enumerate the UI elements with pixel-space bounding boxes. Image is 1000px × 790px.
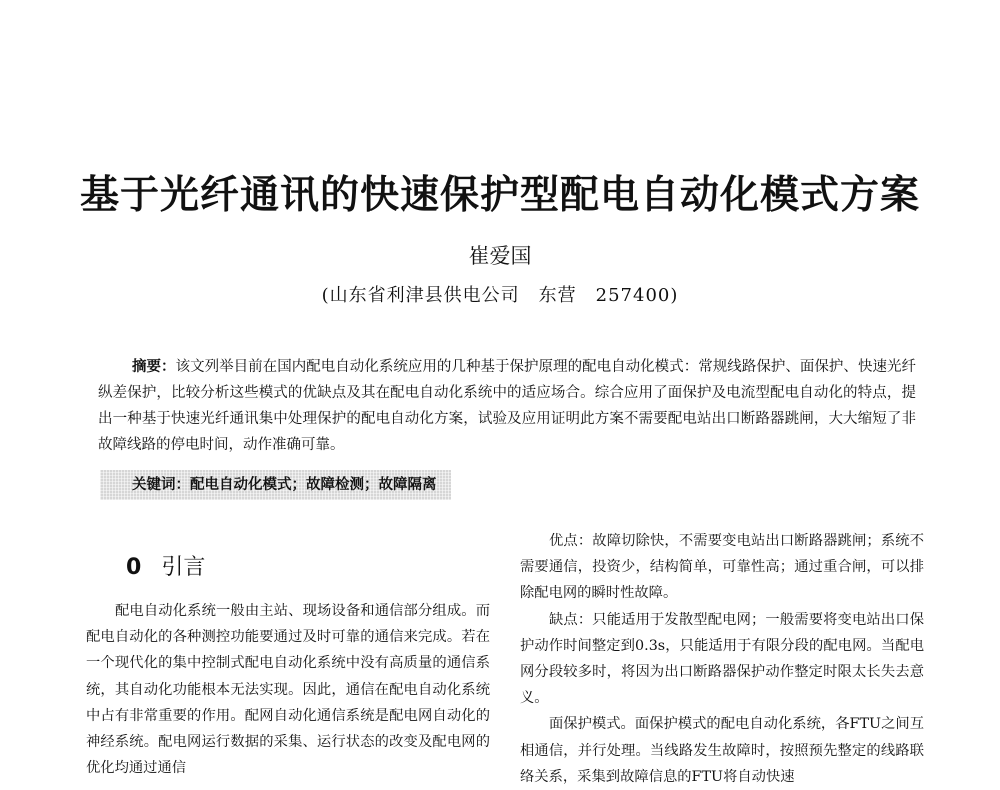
abstract [98, 354, 916, 458]
author-affiliation: (山东省利津县供电公司 东营 257400) [321, 285, 679, 306]
author-name: 崔爱国 [468, 244, 532, 268]
surface-protection-paragraph: 面保护模式。面保护模式的配电自动化系统，各FTU之间互相通信，并行处理。当线路发生故障时，按照预先整定的线路联络关系，采集到故障信息的FTU将自动快速 [520, 716, 924, 785]
paper-title: 基于光纤通讯的快速保护型配电自动化模式方案 [79, 172, 920, 218]
right-column [520, 528, 924, 790]
section-heading [126, 550, 205, 581]
introduction-paragraph: 配电自动化系统一般由主站、现场设备和通信部分组成。而配电自动化的各种测控功能要通过及时可靠的通信来完成。若在一个现代化的集中控制式配电自动化系统中没有高质量的通信系统，其自动化功能根本无法实现。因此，通信在配电自动化系统中占有非常重要的作用。配网自动化通信系统是配电网自动化的神经系统。配电网运行数据的采集、运行状态的改变及配电网的优化均通过通信 [86, 603, 490, 777]
abstract-label: 摘要： [132, 358, 176, 375]
section-title: 引言 [161, 555, 206, 580]
left-column [86, 598, 490, 781]
section-number: 0 [126, 555, 142, 580]
disadvantages-paragraph: 缺点：只能适用于发散型配电网；一般需要将变电站出口保护动作时间整定到0.3s，只能适用于有限分段的配电网。当配电网分段较多时，将因为出口断路器保护动作整定时限太长失去意义。 [520, 611, 924, 707]
keywords: 关键词：配电自动化模式；故障检测；故障隔离 [100, 470, 451, 500]
abstract-text: 该文列举目前在国内配电自动化系统应用的几种基于保护原理的配电自动化模式：常规线路保护、面保护、快速光纤纵差保护，比较分析这些模式的优缺点及其在配电自动化系统中的适应场合。综合应用了面保护及电流型配电自动化的特点，提出一种基于快速光纤通讯集中处理保护的配电自动化方案，试验及应用证明此方案不需要配电站出口断路器跳闸，大大缩短了非故障线路的停电时间，动作准确可靠。 [98, 359, 917, 453]
advantages-paragraph: 优点：故障切除快，不需要变电站出口断路器跳闸；系统不需要通信，投资少，结构简单，可靠性高；通过重合闸，可以排除配电网的瞬时性故障。 [520, 533, 924, 602]
